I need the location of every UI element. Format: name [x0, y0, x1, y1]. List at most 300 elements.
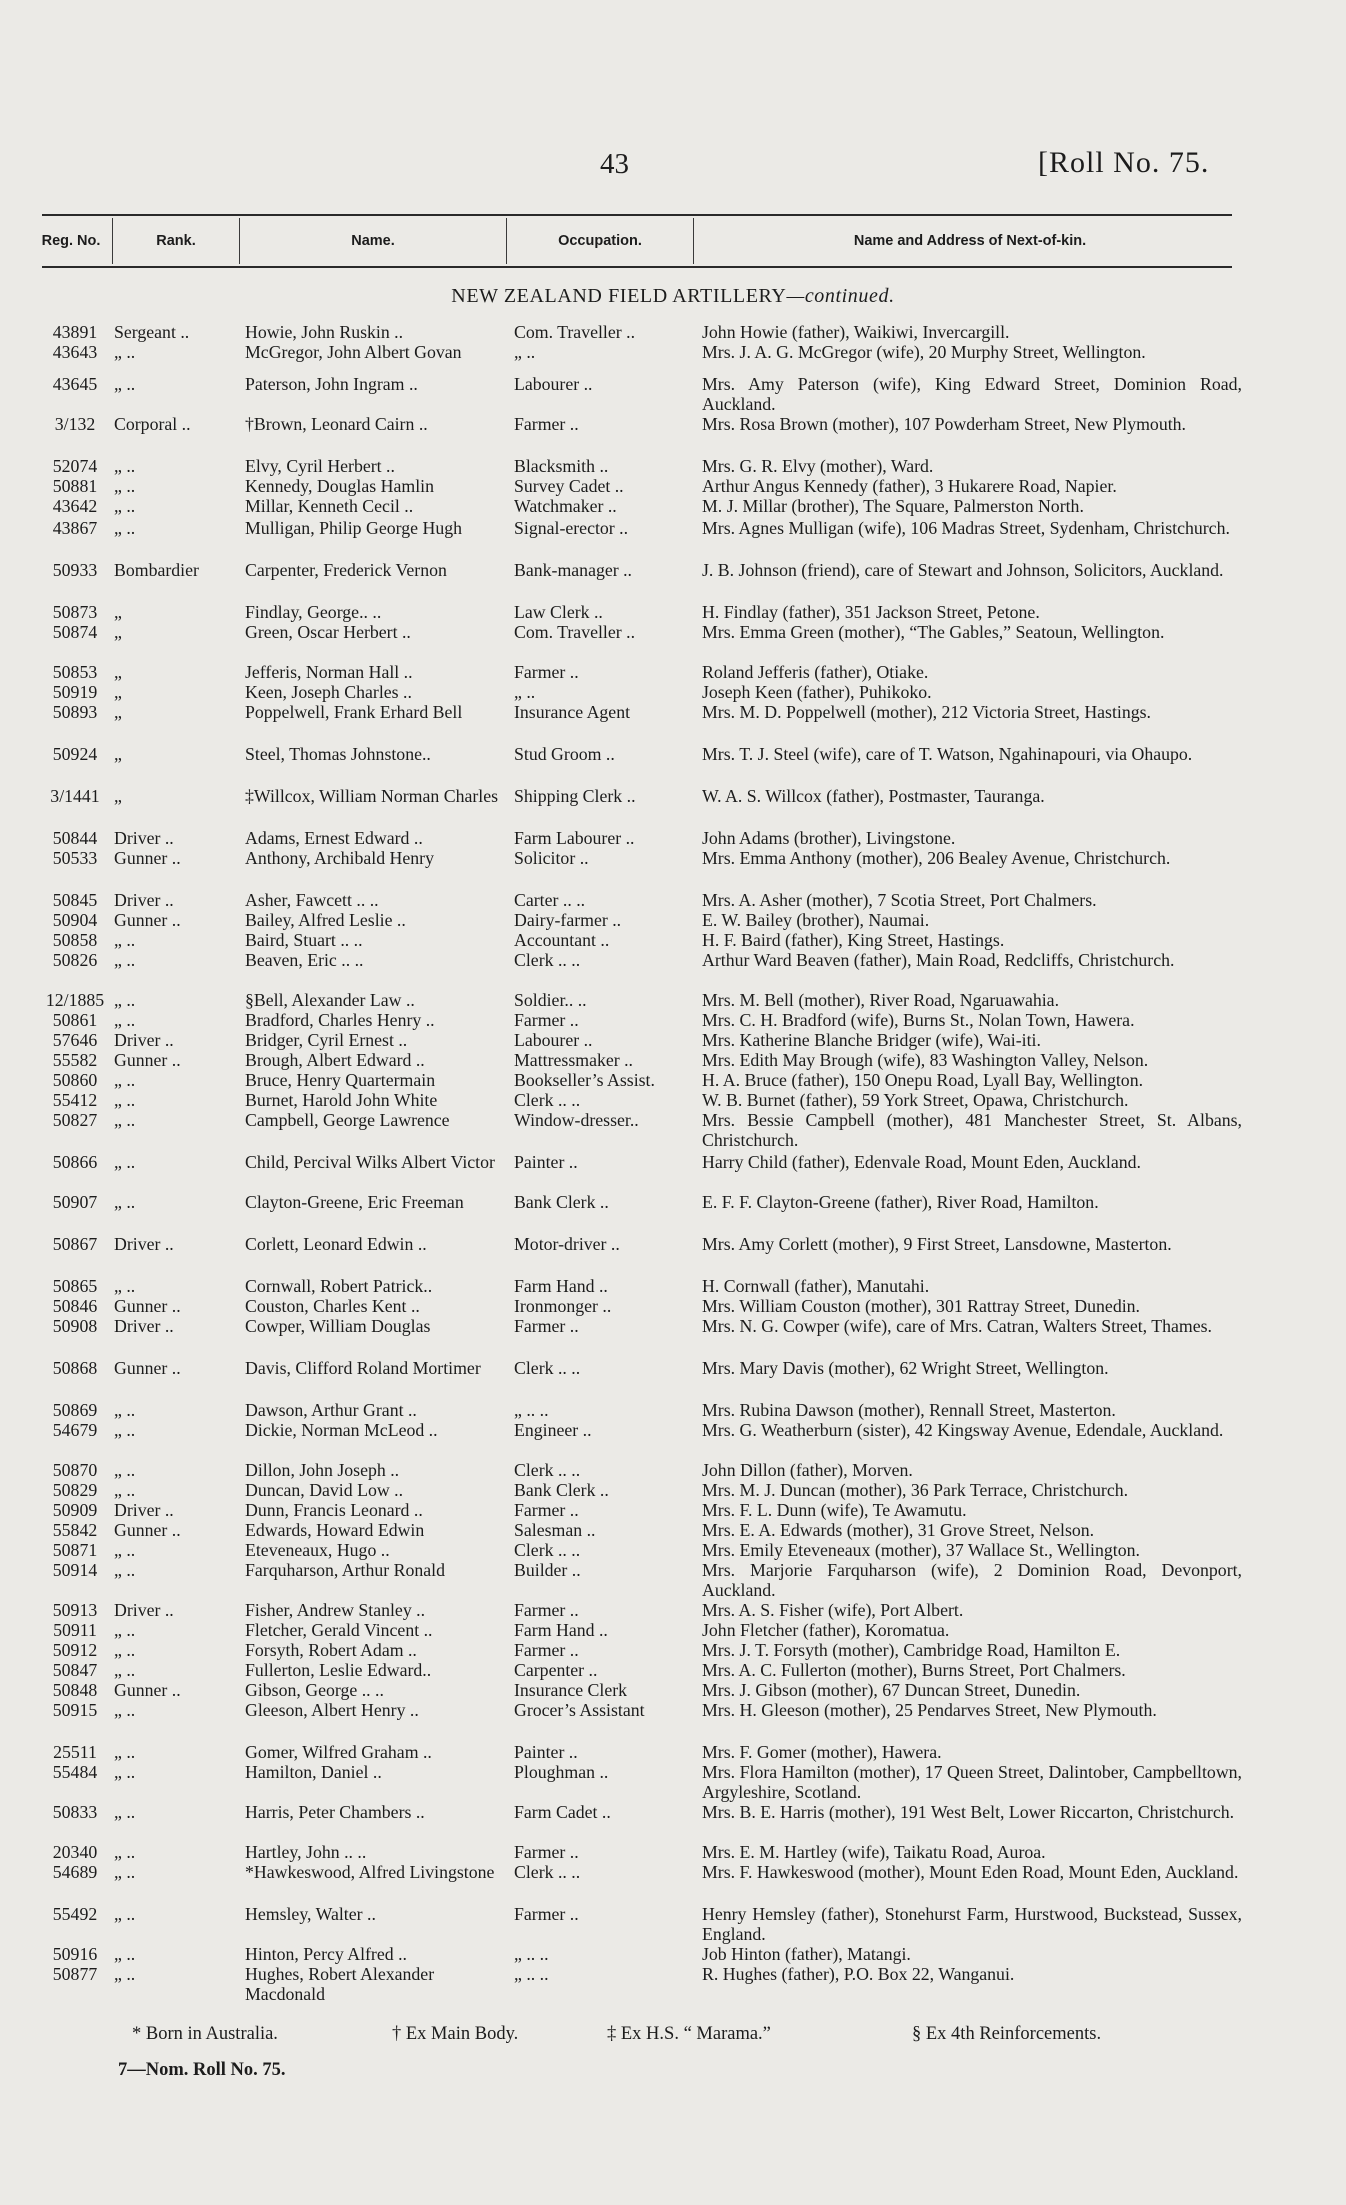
next-of-kin-cell: Mrs. A. C. Fullerton (mother), Burns Street, Port Chalmers.	[702, 1660, 1126, 1680]
next-of-kin-cell: Mrs. J. A. G. McGregor (wife), 20 Murphy Street, Wellington.	[702, 342, 1146, 362]
rank-cell: „	[114, 662, 122, 682]
next-of-kin-cell: Harry Child (father), Edenvale Road, Mount Eden, Auckland.	[702, 1152, 1141, 1172]
column-header-reg-no: Reg. No.	[41, 233, 101, 249]
occupation-cell: Farm Labourer ..	[514, 828, 635, 848]
occupation-cell: Painter ..	[514, 1742, 578, 1762]
name-cell: Bradford, Charles Henry ..	[245, 1010, 435, 1030]
next-of-kin-cell: H. Cornwall (father), Manutahi.	[702, 1276, 930, 1296]
next-of-kin-cell: Mrs. Amy Corlett (mother), 9 First Street, Lansdowne, Masterton.	[702, 1234, 1172, 1254]
rank-cell: „ ..	[114, 496, 136, 516]
name-cell: Mulligan, Philip George Hugh	[245, 518, 462, 538]
name-cell: Hartley, John .. ..	[245, 1842, 367, 1862]
rank-cell: Gunner ..	[114, 1050, 181, 1070]
rank-cell: „	[114, 744, 122, 764]
occupation-cell: Window-dresser..	[514, 1110, 639, 1130]
name-cell: Asher, Fawcett .. ..	[245, 890, 379, 910]
reg-no-cell: 50909	[52, 1500, 98, 1520]
occupation-cell: Watchmaker ..	[514, 496, 617, 516]
occupation-cell: Painter ..	[514, 1152, 578, 1172]
rank-cell: „ ..	[114, 1640, 136, 1660]
occupation-cell: Mattressmaker ..	[514, 1050, 633, 1070]
rank-cell: „ ..	[114, 374, 136, 394]
next-of-kin-cell: Mrs. Rubina Dawson (mother), Rennall Street, Masterton.	[702, 1400, 1116, 1420]
reg-no-cell: 50845	[52, 890, 98, 910]
rank-cell: „ ..	[114, 1964, 136, 1984]
footnote-ex-marama: ‡ Ex H.S. “ Marama.”	[607, 2024, 771, 2044]
name-cell: Eteveneaux, Hugo ..	[245, 1540, 390, 1560]
rank-cell: Driver ..	[114, 1316, 174, 1336]
name-cell: Poppelwell, Frank Erhard Bell	[245, 702, 463, 722]
occupation-cell: Farm Hand ..	[514, 1620, 608, 1640]
name-cell: Child, Percival Wilks Albert Victor	[245, 1152, 495, 1172]
name-cell: Hamilton, Daniel ..	[245, 1762, 382, 1782]
occupation-cell: Farmer ..	[514, 1600, 579, 1620]
reg-no-cell: 50846	[52, 1296, 98, 1316]
next-of-kin-cell: Mrs. G. Weatherburn (sister), 42 Kingsway Avenue, Edendale, Auckland.	[702, 1420, 1224, 1440]
rank-cell: „ ..	[114, 518, 136, 538]
occupation-cell: Com. Traveller ..	[514, 322, 636, 342]
next-of-kin-cell: H. F. Baird (father), King Street, Hastings.	[702, 930, 1005, 950]
rank-cell: „ ..	[114, 930, 136, 950]
next-of-kin-cell: Arthur Angus Kennedy (father), 3 Hukarere Road, Napier.	[702, 476, 1117, 496]
occupation-cell: Salesman ..	[514, 1520, 596, 1540]
reg-no-cell: 52074	[52, 456, 98, 476]
name-cell: Keen, Joseph Charles ..	[245, 682, 412, 702]
next-of-kin-cell: E. W. Bailey (brother), Naumai.	[702, 910, 930, 930]
rank-cell: „ ..	[114, 1904, 136, 1924]
rank-cell: „ ..	[114, 1944, 136, 1964]
rank-cell: Gunner ..	[114, 910, 181, 930]
next-of-kin-cell: W. B. Burnet (father), 59 York Street, Opawa, Christchurch.	[702, 1090, 1129, 1110]
next-of-kin-cell: Roland Jefferis (father), Otiake.	[702, 662, 929, 682]
occupation-cell: Clerk .. ..	[514, 1862, 581, 1882]
next-of-kin-cell: Mrs. A. S. Fisher (wife), Port Albert.	[702, 1600, 964, 1620]
next-of-kin-cell: Mrs. Emma Anthony (mother), 206 Bealey Avenue, Christchurch.	[702, 848, 1171, 868]
reg-no-cell: 50869	[52, 1400, 98, 1420]
next-of-kin-cell: Mrs. M. J. Duncan (mother), 36 Park Terrace, Christchurch.	[702, 1480, 1129, 1500]
reg-no-cell: 50867	[52, 1234, 98, 1254]
name-cell: Campbell, George Lawrence	[245, 1110, 450, 1130]
rank-cell: Driver ..	[114, 828, 174, 848]
name-cell: Brough, Albert Edward ..	[245, 1050, 425, 1070]
name-cell: Howie, John Ruskin ..	[245, 322, 404, 342]
rank-cell: Gunner ..	[114, 848, 181, 868]
rank-cell: „ ..	[114, 1560, 136, 1580]
reg-no-cell: 50871	[52, 1540, 98, 1560]
reg-no-cell: 43867	[52, 518, 98, 538]
rank-cell: „ ..	[114, 1070, 136, 1090]
rank-cell: Driver ..	[114, 1030, 174, 1050]
occupation-cell: Stud Groom ..	[514, 744, 615, 764]
next-of-kin-cell: Job Hinton (father), Matangi.	[702, 1944, 911, 1964]
occupation-cell: Labourer ..	[514, 1030, 593, 1050]
page-number: 43	[600, 148, 629, 180]
next-of-kin-cell: Mrs. Emma Green (mother), “The Gables,” Seatoun, Wellington.	[702, 622, 1165, 642]
next-of-kin-cell: W. A. S. Willcox (father), Postmaster, Tauranga.	[702, 786, 1045, 806]
occupation-cell: Soldier.. ..	[514, 990, 587, 1010]
next-of-kin-cell: Mrs. Rosa Brown (mother), 107 Powderham Street, New Plymouth.	[702, 414, 1186, 434]
name-cell: Davis, Clifford Roland Mortimer	[245, 1358, 481, 1378]
rank-cell: „ ..	[114, 1762, 136, 1782]
occupation-cell: Clerk .. ..	[514, 950, 581, 970]
next-of-kin-cell: Mrs. Emily Eteveneaux (mother), 37 Wallace St., Wellington.	[702, 1540, 1140, 1560]
next-of-kin-cell: Mrs. Amy Paterson (wife), King Edward Street, Dominion Road, Auckland.	[702, 374, 1242, 415]
reg-no-cell: 50916	[52, 1944, 98, 1964]
occupation-cell: „ ..	[514, 682, 536, 702]
occupation-cell: Builder ..	[514, 1560, 581, 1580]
next-of-kin-cell: Mrs. Marjorie Farquharson (wife), 2 Dominion Road, Devonport, Auckland.	[702, 1560, 1242, 1601]
occupation-cell: Farm Hand ..	[514, 1276, 608, 1296]
name-cell: Clayton-Greene, Eric Freeman	[245, 1192, 464, 1212]
reg-no-cell: 50873	[52, 602, 98, 622]
rank-cell: Bombardier	[114, 560, 199, 580]
rank-cell: „ ..	[114, 1480, 136, 1500]
occupation-cell: Shipping Clerk ..	[514, 786, 636, 806]
reg-no-cell: 50933	[52, 560, 98, 580]
next-of-kin-cell: Mrs. T. J. Steel (wife), care of T. Watson, Ngahinapouri, via Ohaupo.	[702, 744, 1193, 764]
reg-no-cell: 50829	[52, 1480, 98, 1500]
roll-reference: [Roll No. 75.	[1038, 146, 1210, 179]
name-cell: Bridger, Cyril Ernest ..	[245, 1030, 408, 1050]
name-cell: Baird, Stuart .. ..	[245, 930, 363, 950]
name-cell: Harris, Peter Chambers ..	[245, 1802, 425, 1822]
reg-no-cell: 50866	[52, 1152, 98, 1172]
next-of-kin-cell: Mrs. E. M. Hartley (wife), Taikatu Road, Auroa.	[702, 1842, 1046, 1862]
occupation-cell: „ .. ..	[514, 1944, 549, 1964]
name-cell: Bailey, Alfred Leslie ..	[245, 910, 406, 930]
occupation-cell: Survey Cadet ..	[514, 476, 624, 496]
rank-cell: „	[114, 786, 122, 806]
occupation-cell: Farmer ..	[514, 662, 579, 682]
name-cell: Burnet, Harold John White	[245, 1090, 438, 1110]
next-of-kin-cell: Mrs. Edith May Brough (wife), 83 Washington Valley, Nelson.	[702, 1050, 1149, 1070]
section-title-text: NEW ZEALAND FIELD ARTILLERY	[451, 285, 787, 307]
name-cell: Findlay, George.. ..	[245, 602, 382, 622]
name-cell: Cornwall, Robert Patrick..	[245, 1276, 433, 1296]
reg-no-cell: 50912	[52, 1640, 98, 1660]
rank-cell: „ ..	[114, 1700, 136, 1720]
rank-cell: „ ..	[114, 950, 136, 970]
reg-no-cell: 54679	[52, 1420, 98, 1440]
name-cell: Forsyth, Robert Adam ..	[245, 1640, 417, 1660]
occupation-cell: Insurance Agent	[514, 702, 631, 722]
occupation-cell: Insurance Clerk	[514, 1680, 628, 1700]
rank-cell: „ ..	[114, 456, 136, 476]
name-cell: Hinton, Percy Alfred ..	[245, 1944, 407, 1964]
occupation-cell: „ .. ..	[514, 1964, 549, 1984]
reg-no-cell: 50908	[52, 1316, 98, 1336]
name-cell: Dawson, Arthur Grant ..	[245, 1400, 417, 1420]
rank-cell: Corporal ..	[114, 414, 191, 434]
reg-no-cell: 50924	[52, 744, 98, 764]
rank-cell: Driver ..	[114, 1600, 174, 1620]
rank-cell: „	[114, 702, 122, 722]
occupation-cell: Carpenter ..	[514, 1660, 598, 1680]
reg-no-cell: 50881	[52, 476, 98, 496]
footnote-ex-main-body: † Ex Main Body.	[392, 2024, 519, 2044]
name-cell: Gomer, Wilfred Graham ..	[245, 1742, 432, 1762]
name-cell: Farquharson, Arthur Ronald	[245, 1560, 446, 1580]
rank-cell: „ ..	[114, 1110, 136, 1130]
next-of-kin-cell: Mrs. F. L. Dunn (wife), Te Awamutu.	[702, 1500, 967, 1520]
name-cell: McGregor, John Albert Govan	[245, 342, 462, 362]
rank-cell: Gunner ..	[114, 1358, 181, 1378]
reg-no-cell: 50893	[52, 702, 98, 722]
rank-cell: Gunner ..	[114, 1296, 181, 1316]
occupation-cell: Clerk .. ..	[514, 1090, 581, 1110]
next-of-kin-cell: Arthur Ward Beaven (father), Main Road, Redcliffs, Christchurch.	[702, 950, 1175, 970]
occupation-cell: Bank-manager ..	[514, 560, 633, 580]
next-of-kin-cell: Mrs. Flora Hamilton (mother), 17 Queen Street, Dalintober, Campbelltown, Argyleshire, Scotland.	[702, 1762, 1242, 1803]
occupation-cell: Clerk .. ..	[514, 1540, 581, 1560]
rank-cell: „ ..	[114, 1540, 136, 1560]
name-cell: Hemsley, Walter ..	[245, 1904, 376, 1924]
name-cell: Dickie, Norman McLeod ..	[245, 1420, 438, 1440]
next-of-kin-cell: Mrs. C. H. Bradford (wife), Burns St., Nolan Town, Hawera.	[702, 1010, 1135, 1030]
next-of-kin-cell: Mrs. A. Asher (mother), 7 Scotia Street, Port Chalmers.	[702, 890, 1097, 910]
rank-cell: „ ..	[114, 1420, 136, 1440]
footnote-ex-4th-reinforcements: § Ex 4th Reinforcements.	[912, 2024, 1102, 2044]
reg-no-cell: 50904	[52, 910, 98, 930]
rank-cell: Driver ..	[114, 1500, 174, 1520]
occupation-cell: Carter .. ..	[514, 890, 586, 910]
rank-cell: „ ..	[114, 1742, 136, 1762]
reg-no-cell: 50877	[52, 1964, 98, 1984]
occupation-cell: Farmer ..	[514, 414, 579, 434]
name-cell: Dunn, Francis Leonard ..	[245, 1500, 423, 1520]
occupation-cell: Solicitor ..	[514, 848, 589, 868]
next-of-kin-cell: H. A. Bruce (father), 150 Onepu Road, Lyall Bay, Wellington.	[702, 1070, 1144, 1090]
reg-no-cell: 50844	[52, 828, 98, 848]
occupation-cell: Signal-erector ..	[514, 518, 629, 538]
occupation-cell: Farmer ..	[514, 1842, 579, 1862]
reg-no-cell: 50827	[52, 1110, 98, 1130]
reg-no-cell: 50853	[52, 662, 98, 682]
next-of-kin-cell: John Dillon (father), Morven.	[702, 1460, 913, 1480]
next-of-kin-cell: Mrs. M. Bell (mother), River Road, Ngaruawahia.	[702, 990, 1060, 1010]
name-cell: †Brown, Leonard Cairn ..	[245, 414, 428, 434]
occupation-cell: Farm Cadet ..	[514, 1802, 611, 1822]
name-cell: Fletcher, Gerald Vincent ..	[245, 1620, 433, 1640]
next-of-kin-cell: Mrs. F. Gomer (mother), Hawera.	[702, 1742, 942, 1762]
occupation-cell: Farmer ..	[514, 1010, 579, 1030]
next-of-kin-cell: John Fletcher (father), Koromatua.	[702, 1620, 950, 1640]
rank-cell: „ ..	[114, 1842, 136, 1862]
name-cell: Corlett, Leonard Edwin ..	[245, 1234, 427, 1254]
next-of-kin-cell: Mrs. H. Gleeson (mother), 25 Pendarves Street, New Plymouth.	[702, 1700, 1157, 1720]
next-of-kin-cell: Mrs. G. R. Elvy (mother), Ward.	[702, 456, 934, 476]
next-of-kin-cell: Mrs. Katherine Blanche Bridger (wife), Wai-iti.	[702, 1030, 1041, 1050]
next-of-kin-cell: H. Findlay (father), 351 Jackson Street, Petone.	[702, 602, 1040, 622]
name-cell: Fullerton, Leslie Edward..	[245, 1660, 432, 1680]
occupation-cell: Motor-driver ..	[514, 1234, 620, 1254]
name-cell: Green, Oscar Herbert ..	[245, 622, 411, 642]
next-of-kin-cell: Mrs. M. D. Poppelwell (mother), 212 Victoria Street, Hastings.	[702, 702, 1152, 722]
name-cell: Jefferis, Norman Hall ..	[245, 662, 413, 682]
rank-cell: „ ..	[114, 1010, 136, 1030]
reg-no-cell: 20340	[52, 1842, 98, 1862]
section-title-continued: —continued.	[786, 285, 895, 307]
occupation-cell: Ironmonger ..	[514, 1296, 612, 1316]
name-cell: Gibson, George .. ..	[245, 1680, 384, 1700]
rank-cell: „	[114, 622, 122, 642]
name-cell: Dillon, John Joseph ..	[245, 1460, 400, 1480]
name-cell: §Bell, Alexander Law ..	[245, 990, 415, 1010]
reg-no-cell: 50911	[53, 1620, 97, 1640]
name-cell: Hughes, Robert Alexander Macdonald	[245, 1964, 435, 2005]
rank-cell: „ ..	[114, 990, 136, 1010]
name-cell: Paterson, John Ingram ..	[245, 374, 418, 394]
reg-no-cell: 55484	[52, 1762, 98, 1782]
occupation-cell: „ .. ..	[514, 1400, 549, 1420]
rank-cell: „ ..	[114, 1152, 136, 1172]
name-cell: Kennedy, Douglas Hamlin	[245, 476, 434, 496]
reg-no-cell: 50874	[52, 622, 98, 642]
name-cell: Fisher, Andrew Stanley ..	[245, 1600, 426, 1620]
next-of-kin-cell: Mrs. J. Gibson (mother), 67 Duncan Street, Dunedin.	[702, 1680, 1081, 1700]
occupation-cell: Labourer ..	[514, 374, 593, 394]
occupation-cell: Com. Traveller ..	[514, 622, 636, 642]
name-cell: Carpenter, Frederick Vernon	[245, 560, 447, 580]
name-cell: Anthony, Archibald Henry	[245, 848, 434, 868]
next-of-kin-cell: Mrs. E. A. Edwards (mother), 31 Grove Street, Nelson.	[702, 1520, 1095, 1540]
reg-no-cell: 43642	[52, 496, 98, 516]
rank-cell: „ ..	[114, 476, 136, 496]
rank-cell: Driver ..	[114, 890, 174, 910]
next-of-kin-cell: Mrs. J. T. Forsyth (mother), Cambridge Road, Hamilton E.	[702, 1640, 1121, 1660]
rank-cell: Gunner ..	[114, 1680, 181, 1700]
rank-cell: „ ..	[114, 1660, 136, 1680]
rank-cell: „ ..	[114, 342, 136, 362]
name-cell: Bruce, Henry Quartermain	[245, 1070, 436, 1090]
occupation-cell: Blacksmith ..	[514, 456, 609, 476]
nominal-roll-footer: 7—Nom. Roll No. 75.	[118, 2060, 286, 2080]
column-header-occupation: Occupation.	[558, 233, 642, 249]
rank-cell: Driver ..	[114, 1234, 174, 1254]
rank-cell: „ ..	[114, 1862, 136, 1882]
name-cell: Beaven, Eric .. ..	[245, 950, 364, 970]
reg-no-cell: 55842	[52, 1520, 98, 1540]
next-of-kin-cell: J. B. Johnson (friend), care of Stewart and Johnson, Solicitors, Auckland.	[702, 560, 1224, 580]
reg-no-cell: 43643	[52, 342, 98, 362]
occupation-cell: Grocer’s Assistant	[514, 1700, 645, 1720]
occupation-cell: Farmer ..	[514, 1316, 579, 1336]
occupation-cell: Farmer ..	[514, 1500, 579, 1520]
next-of-kin-cell: Mrs. William Couston (mother), 301 Rattray Street, Dunedin.	[702, 1296, 1140, 1316]
name-cell: Cowper, William Douglas	[245, 1316, 431, 1336]
reg-no-cell: 12/1885	[45, 990, 105, 1010]
rank-cell: „ ..	[114, 1460, 136, 1480]
reg-no-cell: 50847	[52, 1660, 98, 1680]
reg-no-cell: 43645	[52, 374, 98, 394]
column-header-next-of-kin: Name and Address of Next-of-kin.	[853, 233, 1087, 249]
rank-cell: „ ..	[114, 1192, 136, 1212]
rank-cell: „ ..	[114, 1400, 136, 1420]
name-cell: Adams, Ernest Edward ..	[245, 828, 423, 848]
occupation-cell: Law Clerk ..	[514, 602, 603, 622]
name-cell: Duncan, David Low ..	[245, 1480, 404, 1500]
occupation-cell: Dairy-farmer ..	[514, 910, 622, 930]
next-of-kin-cell: M. J. Millar (brother), The Square, Palmerston North.	[702, 496, 1084, 516]
reg-no-cell: 55492	[52, 1904, 98, 1924]
next-of-kin-cell: Mrs. N. G. Cowper (wife), care of Mrs. Catran, Walters Street, Thames.	[702, 1316, 1212, 1336]
next-of-kin-cell: Mrs. F. Hawkeswood (mother), Mount Eden Road, Mount Eden, Auckland.	[702, 1862, 1239, 1882]
reg-no-cell: 43891	[52, 322, 98, 342]
next-of-kin-cell: Henry Hemsley (father), Stonehurst Farm, Hurstwood, Buckstead, Sussex, England.	[702, 1904, 1242, 1945]
occupation-cell: „ ..	[514, 342, 536, 362]
name-cell: *Hawkeswood, Alfred Livingstone	[245, 1862, 495, 1882]
occupation-cell: Accountant ..	[514, 930, 610, 950]
footnote-born-australia: * Born in Australia.	[132, 2024, 278, 2044]
occupation-cell: Ploughman ..	[514, 1762, 609, 1782]
occupation-cell: Farmer ..	[514, 1640, 579, 1660]
column-header-name: Name.	[351, 233, 395, 249]
column-header-rank: Rank.	[156, 233, 196, 249]
reg-no-cell: 50870	[52, 1460, 98, 1480]
reg-no-cell: 25511	[53, 1742, 97, 1762]
reg-no-cell: 50826	[52, 950, 98, 970]
reg-no-cell: 50533	[52, 848, 98, 868]
occupation-cell: Clerk .. ..	[514, 1460, 581, 1480]
reg-no-cell: 50833	[52, 1802, 98, 1822]
occupation-cell: Bank Clerk ..	[514, 1480, 609, 1500]
next-of-kin-cell: Mrs. Agnes Mulligan (wife), 106 Madras Street, Sydenham, Christchurch.	[702, 518, 1230, 538]
next-of-kin-cell: R. Hughes (father), P.O. Box 22, Wanganui.	[702, 1964, 1015, 1984]
rank-cell: „ ..	[114, 1090, 136, 1110]
name-cell: Edwards, Howard Edwin	[245, 1520, 425, 1540]
name-cell: Millar, Kenneth Cecil ..	[245, 496, 414, 516]
next-of-kin-cell: John Howie (father), Waikiwi, Invercargill.	[702, 322, 1010, 342]
reg-no-cell: 55412	[52, 1090, 98, 1110]
rank-cell: „ ..	[114, 1802, 136, 1822]
reg-no-cell: 50914	[52, 1560, 98, 1580]
rank-cell: „	[114, 602, 122, 622]
occupation-cell: Farmer ..	[514, 1904, 579, 1924]
reg-no-cell: 57646	[52, 1030, 98, 1050]
reg-no-cell: 50865	[52, 1276, 98, 1296]
reg-no-cell: 50913	[52, 1600, 98, 1620]
occupation-cell: Bank Clerk ..	[514, 1192, 609, 1212]
reg-no-cell: 54689	[52, 1862, 98, 1882]
name-cell: Gleeson, Albert Henry ..	[245, 1700, 419, 1720]
reg-no-cell: 50919	[52, 682, 98, 702]
reg-no-cell: 50861	[52, 1010, 98, 1030]
reg-no-cell: 50858	[52, 930, 98, 950]
rank-cell: Gunner ..	[114, 1520, 181, 1540]
rank-cell: „	[114, 682, 122, 702]
next-of-kin-cell: E. F. F. Clayton-Greene (father), River Road, Hamilton.	[702, 1192, 1099, 1212]
rank-cell: „ ..	[114, 1620, 136, 1640]
name-cell: Couston, Charles Kent ..	[245, 1296, 420, 1316]
next-of-kin-cell: Joseph Keen (father), Puhikoko.	[702, 682, 932, 702]
next-of-kin-cell: Mrs. B. E. Harris (mother), 191 West Belt, Lower Riccarton, Christchurch.	[702, 1802, 1235, 1822]
occupation-cell: Clerk .. ..	[514, 1358, 581, 1378]
reg-no-cell: 55582	[52, 1050, 98, 1070]
rank-cell: „ ..	[114, 1276, 136, 1296]
name-cell: Elvy, Cyril Herbert ..	[245, 456, 395, 476]
rank-cell: Sergeant ..	[114, 322, 190, 342]
name-cell: Steel, Thomas Johnstone..	[245, 744, 431, 764]
next-of-kin-cell: Mrs. Mary Davis (mother), 62 Wright Street, Wellington.	[702, 1358, 1109, 1378]
reg-no-cell: 50907	[52, 1192, 98, 1212]
reg-no-cell: 50868	[52, 1358, 98, 1378]
next-of-kin-cell: John Adams (brother), Livingstone.	[702, 828, 956, 848]
reg-no-cell: 50915	[52, 1700, 98, 1720]
name-cell: ‡Willcox, William Norman Charles	[245, 786, 499, 806]
reg-no-cell: 3/132	[54, 414, 96, 434]
next-of-kin-cell: Mrs. Bessie Campbell (mother), 481 Manchester Street, St. Albans, Christchurch.	[702, 1110, 1242, 1151]
reg-no-cell: 50848	[52, 1680, 98, 1700]
